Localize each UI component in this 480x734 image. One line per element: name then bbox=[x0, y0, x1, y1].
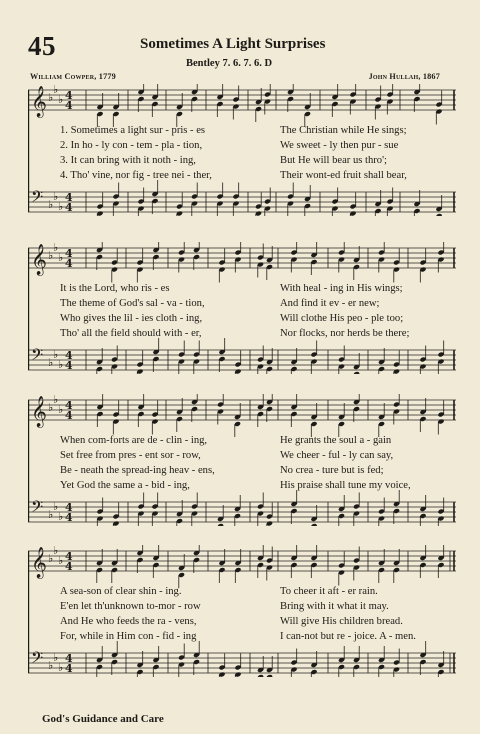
verse-line bbox=[28, 312, 456, 325]
treble-clef-icon: 𝄞 bbox=[31, 86, 47, 117]
lyric-second-half: Will give His children bread. bbox=[280, 616, 403, 627]
flat-icon: ♭ bbox=[53, 242, 59, 254]
flat-icon: ♭ bbox=[53, 500, 59, 513]
note-head bbox=[266, 674, 273, 677]
lyric-first-half: Yet God the same a - bid - ing, bbox=[60, 480, 190, 491]
lyric-second-half: I can-not but re - joice. A - men. bbox=[280, 631, 416, 642]
lyric-second-half: Bring with it what it may. bbox=[280, 601, 389, 612]
lyric-first-half: Be - neath the spread-ing heav - ens, bbox=[60, 465, 215, 476]
topic-footer: God's Guidance and Care bbox=[42, 713, 164, 725]
music-system bbox=[28, 242, 456, 382]
lyric-second-half: Will clothe His peo - ple too; bbox=[280, 313, 404, 324]
time-signature-icon: 4 bbox=[65, 191, 73, 204]
flat-icon: ♭ bbox=[58, 554, 64, 567]
verse-line bbox=[28, 327, 456, 340]
lyric-second-half: To cheer it aft - er rain. bbox=[280, 586, 378, 597]
lyric-second-half: But He will bear us thro'; bbox=[280, 155, 387, 166]
lyric-first-half: And He who feeds the ra - vens, bbox=[60, 616, 197, 627]
verse-line bbox=[28, 282, 456, 295]
flat-icon: ♭ bbox=[58, 358, 64, 371]
time-signature-icon: 4 bbox=[65, 652, 73, 665]
music-system bbox=[28, 545, 456, 685]
lyric-first-half: 3. It can bring with it noth - ing, bbox=[60, 155, 196, 166]
lyric-first-half: Who gives the lil - ies cloth - ing, bbox=[60, 313, 203, 324]
lyric-first-half: It is the Lord, who ris - es bbox=[60, 283, 170, 294]
lyric-second-half: We cheer - ful - ly can say, bbox=[280, 450, 394, 461]
flat-icon: ♭ bbox=[48, 552, 54, 565]
time-signature-icon: 4 bbox=[65, 201, 73, 214]
lyric-second-half: With heal - ing in His wings; bbox=[280, 283, 403, 294]
note-head bbox=[257, 674, 264, 677]
lyric-second-half: We sweet - ly then pur - sue bbox=[280, 140, 399, 151]
lyric-second-half: He grants the soul a - gain bbox=[280, 435, 392, 446]
flat-icon: ♭ bbox=[53, 348, 59, 361]
hymn-number: 45 bbox=[28, 31, 56, 61]
music-system bbox=[28, 84, 456, 224]
flat-icon: ♭ bbox=[53, 84, 59, 96]
bass-clef-icon: 𝄢 bbox=[31, 498, 44, 520]
flat-icon: ♭ bbox=[48, 356, 54, 369]
verse-line bbox=[28, 297, 456, 310]
bass-clef-icon: 𝄢 bbox=[31, 188, 44, 210]
lyric-first-half: When com-forts are de - clin - ing, bbox=[60, 435, 208, 446]
flat-icon: ♭ bbox=[58, 93, 64, 106]
time-signature-icon: 4 bbox=[65, 511, 73, 524]
flat-icon: ♭ bbox=[48, 508, 54, 521]
lyric-second-half: Nor flocks, nor herds be there; bbox=[280, 328, 410, 339]
flat-icon: ♭ bbox=[58, 661, 64, 674]
lyric-first-half: 1. Sometimes a light sur - pris - es bbox=[60, 125, 206, 136]
verse-line bbox=[28, 630, 456, 643]
time-signature-icon: 4 bbox=[65, 409, 73, 422]
treble-clef-icon: 𝄞 bbox=[31, 396, 47, 427]
hymn-title: Sometimes A Light Surprises bbox=[140, 36, 326, 52]
flat-icon: ♭ bbox=[48, 198, 54, 211]
note-head bbox=[435, 213, 442, 216]
verse-line bbox=[28, 600, 456, 613]
lyric-first-half: 4. Tho' vine, nor fig - tree nei - ther, bbox=[60, 170, 212, 181]
verse-line bbox=[28, 615, 456, 628]
bass-clef-icon: 𝄢 bbox=[31, 346, 44, 368]
time-signature-icon: 4 bbox=[65, 662, 73, 675]
verse-line bbox=[28, 464, 456, 477]
flat-icon: ♭ bbox=[53, 651, 59, 664]
verse-line bbox=[28, 154, 456, 167]
lyric-first-half: For, while in Him con - fid - ing bbox=[60, 631, 197, 642]
lyric-first-half: Set free from pres - ent sor - row, bbox=[60, 450, 201, 461]
lyric-first-half: The theme of God's sal - va - tion, bbox=[60, 298, 205, 309]
verse-line bbox=[28, 585, 456, 598]
lyric-second-half: His praise shall tune my voice, bbox=[280, 480, 411, 491]
music-system bbox=[28, 394, 456, 534]
flat-icon: ♭ bbox=[58, 251, 64, 264]
flat-icon: ♭ bbox=[58, 510, 64, 523]
time-signature-icon: 4 bbox=[65, 359, 73, 372]
flat-icon: ♭ bbox=[48, 249, 54, 262]
time-signature-icon: 4 bbox=[65, 550, 73, 563]
verse-line bbox=[28, 449, 456, 462]
flat-icon: ♭ bbox=[58, 403, 64, 416]
lyric-second-half: And find it ev - er new; bbox=[280, 298, 380, 309]
verse-line bbox=[28, 124, 456, 137]
tune-name: Bentley 7. 6. 7. 6. D bbox=[186, 58, 273, 69]
verse-line bbox=[28, 139, 456, 152]
verse-line bbox=[28, 169, 456, 182]
time-signature-icon: 4 bbox=[65, 89, 73, 102]
author-credit: William Cowper, 1779 bbox=[30, 72, 116, 81]
lyric-first-half: A sea-son of clear shin - ing. bbox=[60, 586, 182, 597]
flat-icon: ♭ bbox=[58, 200, 64, 213]
flat-icon: ♭ bbox=[53, 190, 59, 203]
flat-icon: ♭ bbox=[48, 91, 54, 104]
treble-clef-icon: 𝄞 bbox=[31, 244, 47, 275]
flat-icon: ♭ bbox=[53, 545, 59, 557]
lyric-second-half: The Christian while He sings; bbox=[280, 125, 407, 136]
lyric-first-half: E'en let th'unknown to-mor - row bbox=[60, 601, 201, 612]
verse-line bbox=[28, 434, 456, 447]
composer-credit: John Hullah, 1867 bbox=[368, 72, 440, 81]
lyric-second-half: Their wont-ed fruit shall bear, bbox=[280, 170, 407, 181]
flat-icon: ♭ bbox=[53, 394, 59, 406]
time-signature-icon: 4 bbox=[65, 501, 73, 514]
time-signature-icon: 4 bbox=[65, 399, 73, 412]
time-signature-icon: 4 bbox=[65, 247, 73, 260]
flat-icon: ♭ bbox=[48, 401, 54, 414]
lyric-first-half: Tho' all the field should with - er, bbox=[60, 328, 202, 339]
time-signature-icon: 4 bbox=[65, 349, 73, 362]
time-signature-icon: 4 bbox=[65, 99, 73, 112]
treble-clef-icon: 𝄞 bbox=[31, 547, 47, 578]
verse-line bbox=[28, 479, 456, 492]
time-signature-icon: 4 bbox=[65, 257, 73, 270]
lyric-second-half: No crea - ture but is fed; bbox=[280, 465, 384, 476]
flat-icon: ♭ bbox=[48, 659, 54, 672]
time-signature-icon: 4 bbox=[65, 560, 73, 573]
note-head bbox=[310, 523, 317, 526]
note-head bbox=[217, 523, 224, 526]
note-head bbox=[353, 371, 360, 374]
lyric-first-half: 2. In ho - ly con - tem - pla - tion, bbox=[60, 140, 203, 151]
bass-clef-icon: 𝄢 bbox=[31, 649, 44, 671]
